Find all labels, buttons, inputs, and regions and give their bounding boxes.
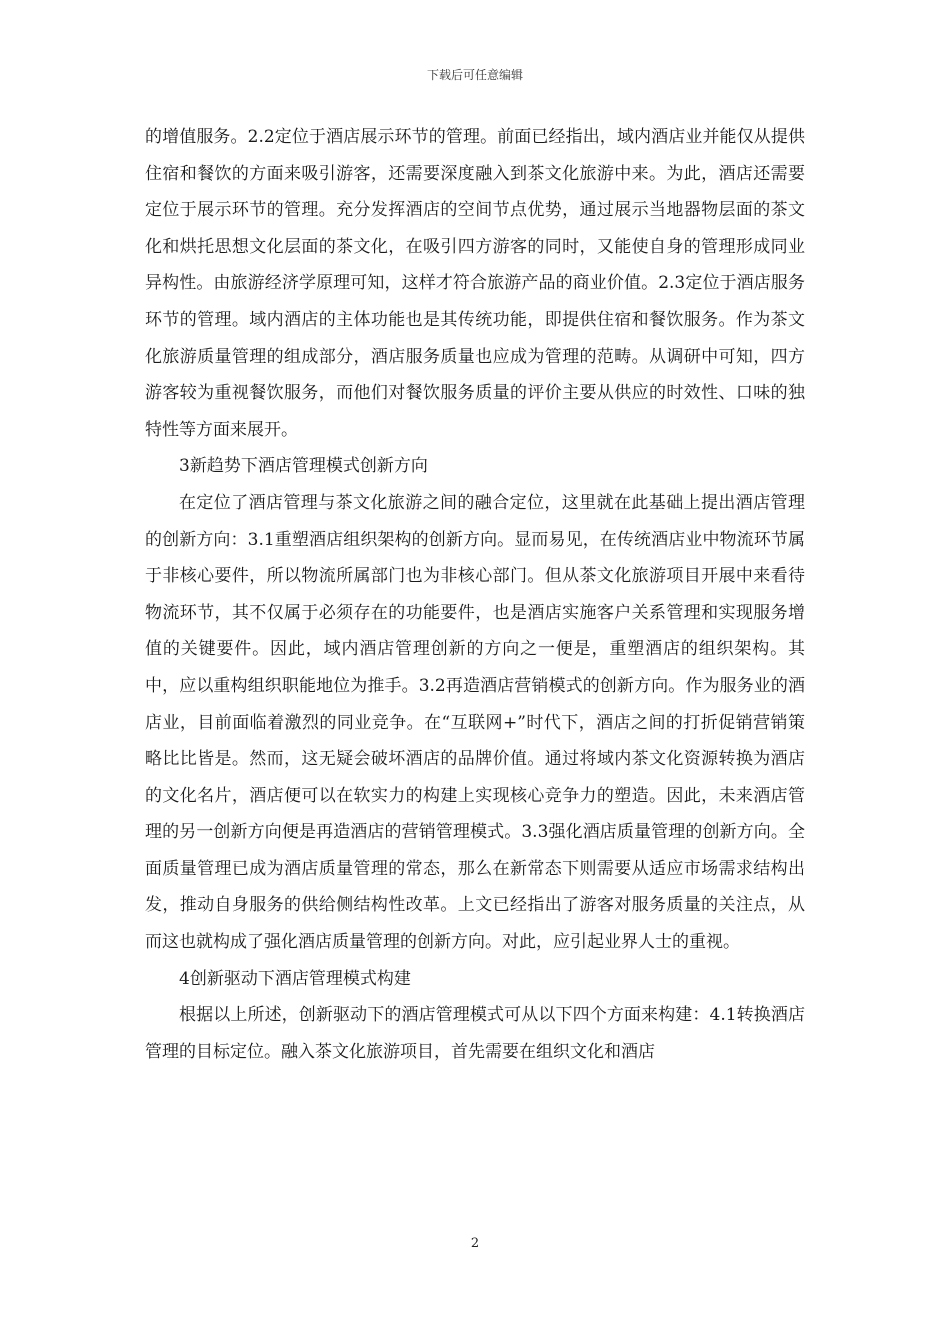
page-number: 2	[470, 1236, 480, 1251]
page-header: 下载后可任意编辑	[426, 68, 523, 82]
paragraph-section-4: 根据以上所述，创新驱动下的酒店管理模式可从以下四个方面来构建：4.1转换酒店管理的目标定位。融入茶文化旅游项目，首先需要在组织文化和酒店	[145, 1005, 805, 1062]
section-heading-3: 3新趋势下酒店管理模式创新方向	[179, 456, 428, 477]
paragraph-section-3: 在定位了酒店管理与茶文化旅游之间的融合定位，这里就在此基础上提出酒店管理的创新方向：3.1重塑酒店组织架构的创新方向。显而易见，在传统酒店业中物流环节属于非核心要件，所以物流所属部门也为非核心部门。但从茶文化旅游项目开展中来看待物流环节，其不仅属于必须存在的功能要件，也是酒店实施客户关系管理和实现服务增值的关键要件。因此，域内酒店管理创新的方向之一便是，重塑酒店的组织架构。其中，应以重构组织职能地位为推手。3.2再造酒店营销模式的创新方向。作为服务业的酒店业，目前面临着激烈的同业竞争。在“互联网+”时代下，酒店之间的打折促销营销策略比比皆是。然而，这无疑会破坏酒店的品牌价值。通过将域内茶文化资源转换为酒店的文化名片，酒店便可以在软实力的构建上实现核心竞争力的塑造。因此，未来酒店管理的另一创新方向便是再造酒店的营销管理模式。3.3强化酒店质量管理的创新方向。全面质量管理已成为酒店质量管理的常态，那么在新常态下则需要从适应市场需求结构出发，推动自身服务的供给侧结构性改革。上文已经指出了游客对服务质量的关注点，从而这也就构成了强化酒店质量管理的创新方向。对此，应引起业界人士的重视。	[145, 492, 805, 953]
document-body	[145, 119, 805, 1070]
paragraph-2-2-2-3: 的增值服务。2.2定位于酒店展示环节的管理。前面已经指出，域内酒店业并能仅从提供住宿和餐饮的方面来吸引游客，还需要深度融入到茶文化旅游中来。为此，酒店还需要定位于展示环节的管理。充分发挥酒店的空间节点优势，通过展示当地器物层面的茶文化和烘托思想文化层面的茶文化，在吸引四方游客的同时，又能使自身的管理形成同业异构性。由旅游经济学原理可知，这样才符合旅游产品的商业价值。2.3定位于酒店服务环节的管理。域内酒店的主体功能也是其传统功能，即提供住宿和餐饮服务。作为茶文化旅游质量管理的组成部分，酒店服务质量也应成为管理的范畴。从调研中可知，四方游客较为重视餐饮服务，而他们对餐饮服务质量的评价主要从供应的时效性、口味的独特性等方面来展开。	[145, 127, 805, 440]
section-heading-4: 4创新驱动下酒店管理模式构建	[179, 968, 411, 989]
